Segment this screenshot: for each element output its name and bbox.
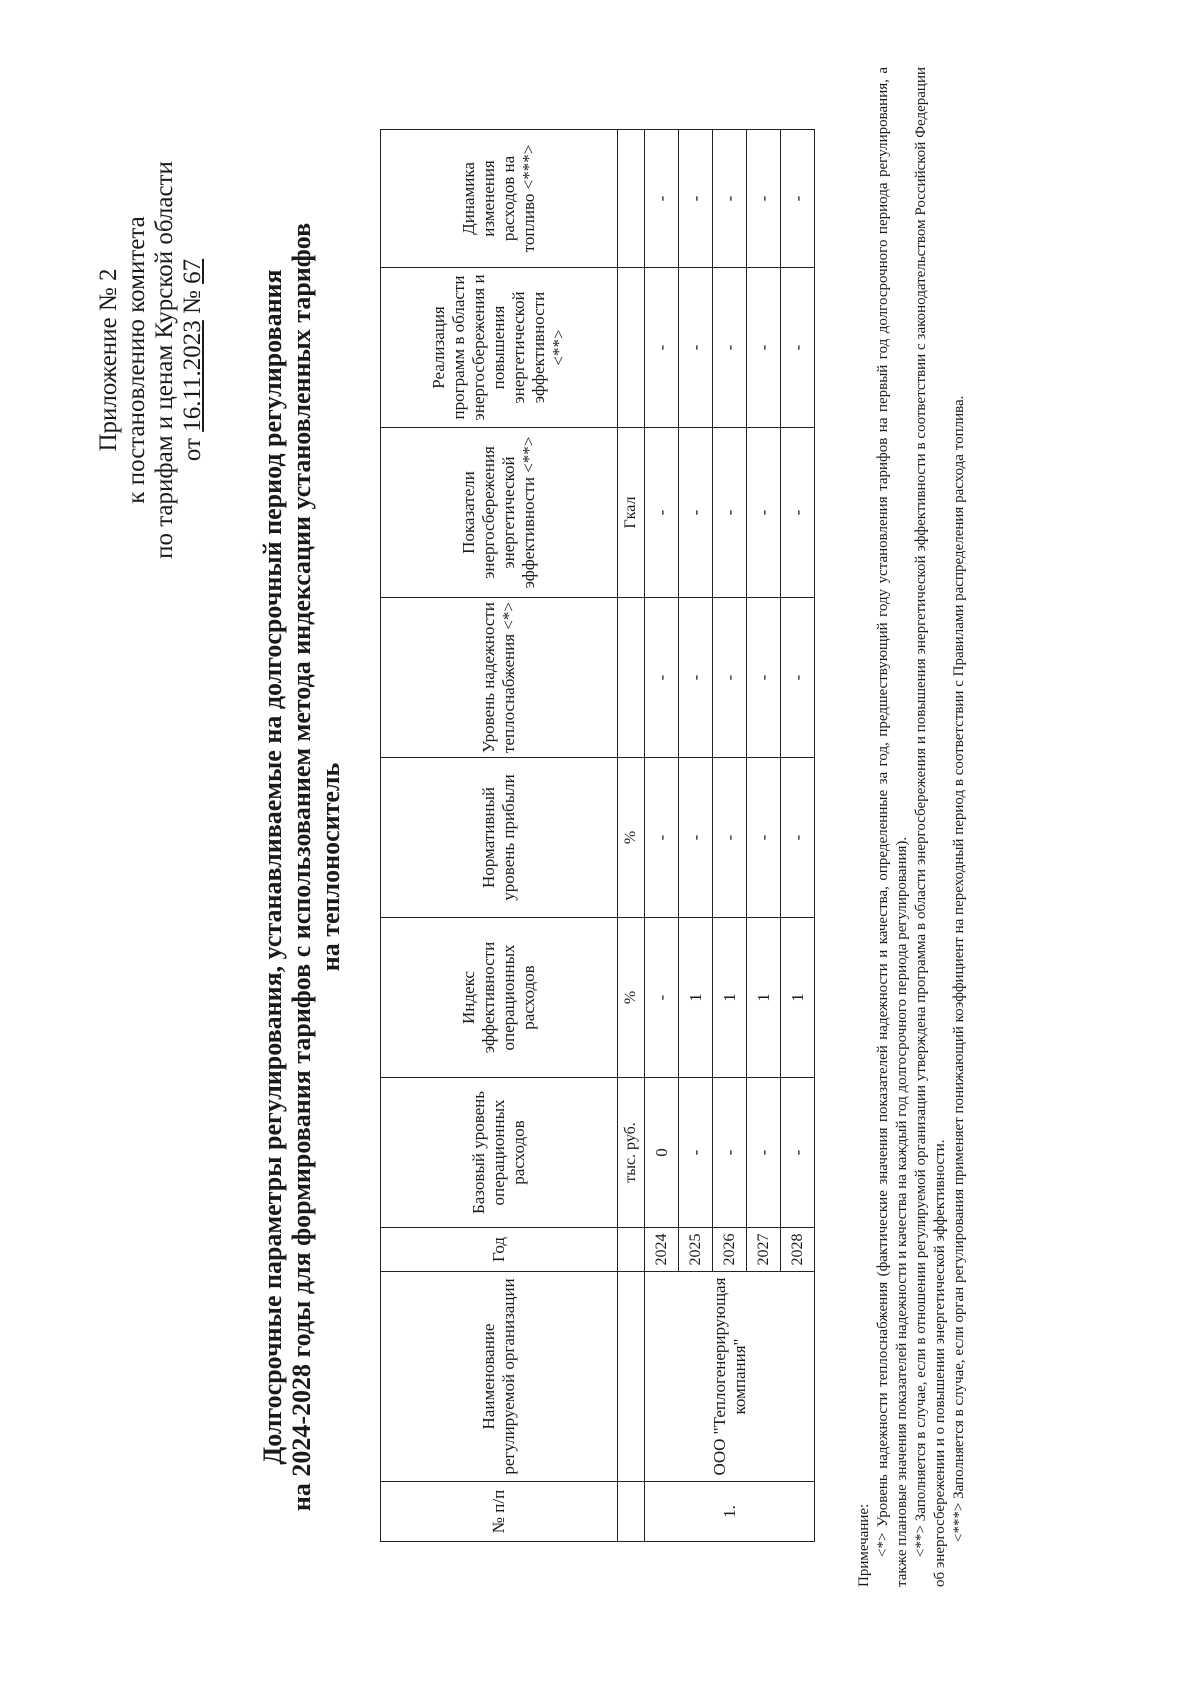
cell-programs: - bbox=[645, 268, 679, 428]
header-org: Наименование регулируемой организации bbox=[381, 1272, 618, 1482]
units-fuel bbox=[618, 130, 645, 268]
cell-fuel: - bbox=[679, 130, 713, 268]
cell-profit: - bbox=[747, 758, 781, 918]
units-base: тыс. руб. bbox=[618, 1078, 645, 1228]
note-1: <*> Уровень надежности теплоснабжения (фактические значения показателей надежности и качества, определенные за год, предшествующий году установления тарифов на первый год долгосрочного периода регулирования, а также плановые значения показателей надежности и качества на каждый год долгосрочного периода регулирования). bbox=[875, 67, 910, 1587]
units-energy: Гкал bbox=[618, 428, 645, 598]
header-fuel: Динамика изменения расходов на топливо <***> bbox=[381, 130, 618, 268]
appendix-date-line bbox=[179, 80, 207, 640]
cell-reliability: - bbox=[781, 598, 815, 758]
header-programs: Реализация программ в области энергосбережения и повышения энергетической эффективности <**> bbox=[381, 268, 618, 428]
cell-programs: - bbox=[747, 268, 781, 428]
table-row bbox=[645, 130, 679, 1542]
cell-reliability: - bbox=[679, 598, 713, 758]
cell-base: - bbox=[781, 1078, 815, 1228]
title-line-2: на 2024-2028 годы для формирования тарифов с использованием метода индексации установленных тарифов bbox=[287, 222, 316, 1512]
cell-base: 0 bbox=[645, 1078, 679, 1228]
cell-reliability: - bbox=[713, 598, 747, 758]
cell-programs: - bbox=[781, 268, 815, 428]
appendix-date: 16.11.2023 bbox=[179, 320, 206, 432]
note-3: <***> Заполняется в случае, если орган регулирования применяет понижающий коэффициент на переходный период в соответствии с Правилами распределения расхода топлива. bbox=[951, 395, 967, 1542]
cell-base: - bbox=[679, 1078, 713, 1228]
header-index: Индекс эффективности операционных расходов bbox=[381, 918, 618, 1078]
cell-energy: - bbox=[645, 428, 679, 598]
cell-year: 2025 bbox=[679, 1228, 713, 1272]
table-header-row bbox=[381, 130, 618, 1542]
title-line-3: на теплоноситель bbox=[316, 762, 345, 972]
appendix-number: 67 bbox=[179, 258, 206, 284]
cell-year: 2028 bbox=[781, 1228, 815, 1272]
cell-profit: - bbox=[645, 758, 679, 918]
row-number: 1. bbox=[645, 1482, 815, 1542]
cell-fuel: - bbox=[645, 130, 679, 268]
header-year: Год bbox=[381, 1228, 618, 1272]
cell-year: 2024 bbox=[645, 1228, 679, 1272]
appendix-line-3: по тарифам и ценам Курской области bbox=[151, 161, 178, 559]
cell-programs: - bbox=[679, 268, 713, 428]
units-org bbox=[618, 1272, 645, 1482]
cell-index: - bbox=[645, 918, 679, 1078]
cell-index: 1 bbox=[679, 918, 713, 1078]
cell-fuel: - bbox=[713, 130, 747, 268]
units-programs bbox=[618, 268, 645, 428]
header-num: № п/п bbox=[381, 1482, 618, 1542]
appendix-from: от bbox=[179, 438, 206, 462]
header-profit: Нормативный уровень прибыли bbox=[381, 758, 618, 918]
table-units-row bbox=[618, 130, 645, 1542]
cell-index: 1 bbox=[781, 918, 815, 1078]
header-reliability: Уровень надежности теплоснабжения <*> bbox=[381, 598, 618, 758]
title-line-1: Долгосрочные параметры регулирования, устанавливаемые на долгосрочный период регулирования bbox=[258, 269, 287, 1465]
units-index: % bbox=[618, 918, 645, 1078]
units-profit: % bbox=[618, 758, 645, 918]
units-reliability bbox=[618, 598, 645, 758]
cell-energy: - bbox=[679, 428, 713, 598]
note-2: <**> Заполняется в случае, если в отношении регулируемой организации утверждена программа в области энергосбережения и повышения энергетической эффективности в соответствии с законодательством Российской Федерации об энергосбережении и о повышении энергетической эффективности. bbox=[913, 67, 948, 1587]
notes-block bbox=[855, 67, 969, 1587]
cell-reliability: - bbox=[747, 598, 781, 758]
appendix-line-2: к постановлению комитета bbox=[123, 216, 150, 504]
cell-profit: - bbox=[679, 758, 713, 918]
cell-year: 2027 bbox=[747, 1228, 781, 1272]
cell-fuel: - bbox=[747, 130, 781, 268]
cell-index: 1 bbox=[713, 918, 747, 1078]
cell-profit: - bbox=[713, 758, 747, 918]
cell-year: 2026 bbox=[713, 1228, 747, 1272]
units-year bbox=[618, 1228, 645, 1272]
cell-base: - bbox=[713, 1078, 747, 1228]
cell-fuel: - bbox=[781, 130, 815, 268]
notes-heading: Примечание: bbox=[856, 1503, 872, 1587]
appendix-num-sign: № bbox=[179, 290, 206, 314]
document-title bbox=[258, 207, 345, 1527]
units-num bbox=[618, 1482, 645, 1542]
appendix-title: Приложение № 2 bbox=[95, 268, 122, 452]
cell-programs: - bbox=[713, 268, 747, 428]
cell-energy: - bbox=[747, 428, 781, 598]
header-base: Базовый уровень операционных расходов bbox=[381, 1078, 618, 1228]
cell-energy: - bbox=[713, 428, 747, 598]
cell-base: - bbox=[747, 1078, 781, 1228]
parameters-table bbox=[380, 129, 815, 1542]
organization-name: ООО "Теплогенерирующая компания" bbox=[645, 1272, 815, 1482]
cell-energy: - bbox=[781, 428, 815, 598]
cell-reliability: - bbox=[645, 598, 679, 758]
cell-profit: - bbox=[781, 758, 815, 918]
appendix-block bbox=[95, 80, 207, 640]
cell-index: 1 bbox=[747, 918, 781, 1078]
header-energy: Показатели энергосбережения энергетической эффективности <**> bbox=[381, 428, 618, 598]
